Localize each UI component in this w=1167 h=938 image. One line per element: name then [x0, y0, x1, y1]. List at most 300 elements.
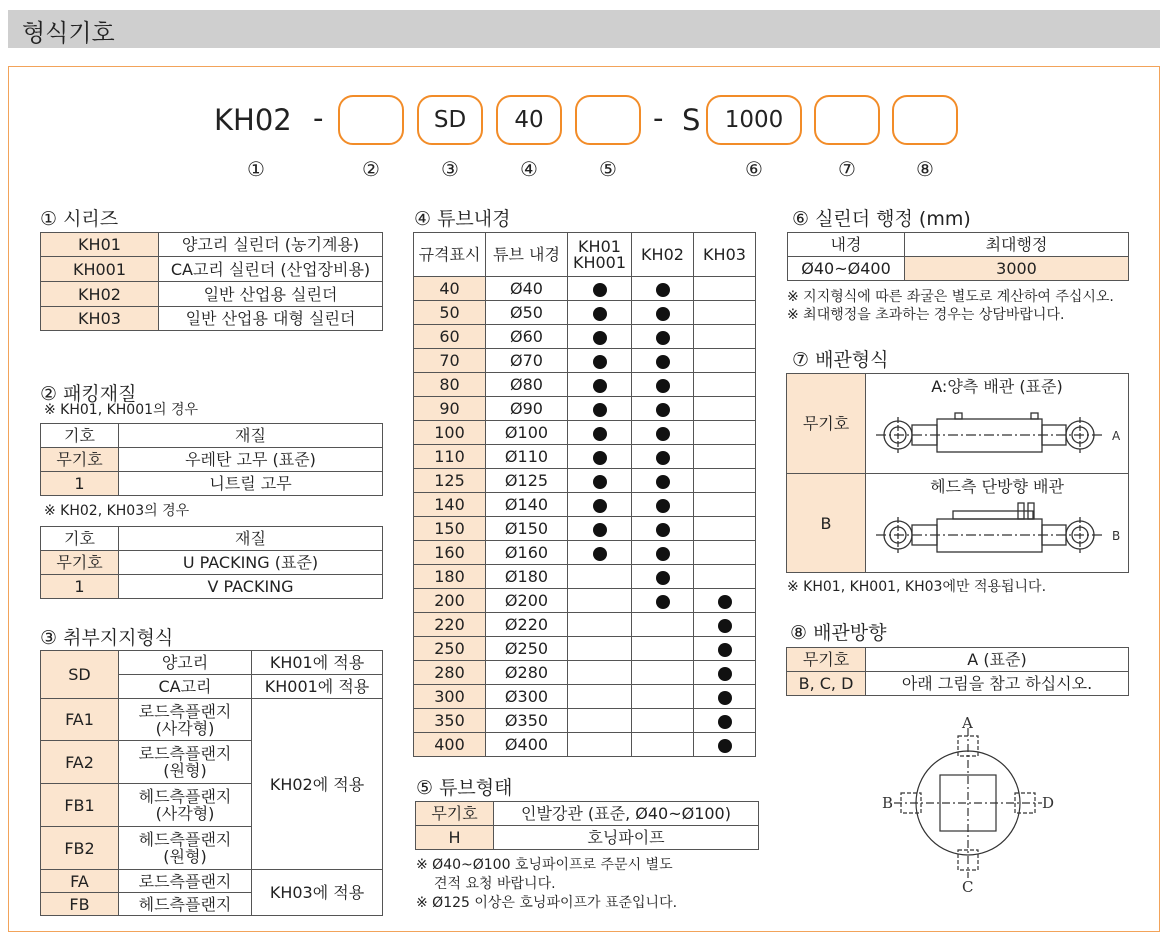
availability-dot [593, 283, 607, 297]
table-row [414, 565, 756, 589]
title-bar [8, 10, 1160, 48]
table-row [41, 257, 383, 282]
mounting-code: FB1 [41, 784, 119, 827]
table-row [41, 699, 383, 741]
column-header: KH02 [632, 233, 694, 277]
packing-material: U PACKING (표준) [119, 551, 383, 575]
mounting-code: FA2 [41, 741, 119, 784]
column-header: 기호 [41, 527, 119, 551]
tube-diameter: Ø125 [486, 469, 568, 493]
table-row [414, 661, 756, 685]
tube-spec: 300 [414, 685, 486, 709]
mounting-desc: CA고리 [119, 675, 252, 699]
mounting-desc-line: (원형) [163, 761, 207, 780]
availability-dot [656, 403, 670, 417]
availability-cell [568, 733, 632, 757]
mounting-desc-line: 로드측플랜지 [138, 744, 232, 763]
availability-dot [593, 355, 607, 369]
availability-cell [632, 373, 694, 397]
tube-type-code: H [416, 826, 494, 850]
piping-code: 무기호 [787, 374, 866, 474]
tube-spec: 180 [414, 565, 486, 589]
table-row [414, 325, 756, 349]
availability-dot [718, 643, 732, 657]
piping-table [786, 373, 1129, 573]
availability-dot [718, 595, 732, 609]
mounting-code: SD [41, 651, 119, 699]
tube-diameter: Ø400 [486, 733, 568, 757]
availability-cell [568, 589, 632, 613]
tube-diameter: Ø50 [486, 301, 568, 325]
availability-cell [568, 469, 632, 493]
packing-code: 무기호 [41, 448, 119, 472]
table-row [416, 826, 759, 850]
tube-spec: 50 [414, 301, 486, 325]
column-header: 재질 [119, 424, 383, 448]
table-row [41, 551, 383, 575]
availability-dot [593, 403, 607, 417]
tube-spec: 40 [414, 277, 486, 301]
table-row [41, 424, 383, 448]
tube-spec: 70 [414, 349, 486, 373]
tube-diameter: Ø300 [486, 685, 568, 709]
tube-spec: 60 [414, 325, 486, 349]
availability-cell [568, 541, 632, 565]
code-box-2 [338, 95, 404, 145]
availability-cell [568, 493, 632, 517]
tube-spec: 125 [414, 469, 486, 493]
availability-cell [632, 349, 694, 373]
packing-title: ② 패킹재질 [40, 383, 137, 405]
availability-cell [632, 613, 694, 637]
series-code: KH01 [41, 233, 159, 257]
availability-dot [656, 379, 670, 393]
series-code: KH02 [41, 282, 159, 307]
tube-type-code: 무기호 [416, 802, 494, 826]
availability-dot [718, 691, 732, 705]
tube-type-table [415, 801, 759, 850]
code-box-3: SD [417, 95, 483, 145]
direction-code: B, C, D [787, 672, 866, 696]
mounting-table [40, 650, 383, 916]
piping-title: ⑦ 배관형식 [792, 349, 889, 371]
mounting-desc-line: (원형) [163, 847, 207, 866]
availability-cell [568, 709, 632, 733]
availability-cell [632, 301, 694, 325]
mounting-desc-line: 헤드측플랜지 [138, 787, 232, 806]
table-row [787, 474, 1129, 573]
availability-dot [593, 331, 607, 345]
availability-cell [568, 517, 632, 541]
tube-diameter: Ø60 [486, 325, 568, 349]
availability-cell [632, 493, 694, 517]
tube-spec: 90 [414, 397, 486, 421]
availability-cell [632, 277, 694, 301]
availability-dot [593, 475, 607, 489]
availability-cell [568, 421, 632, 445]
piping-figure-cell [866, 374, 1129, 474]
availability-cell [694, 709, 756, 733]
direction-table [786, 647, 1129, 696]
availability-cell [694, 493, 756, 517]
cylinder-both-ports-diagram [868, 395, 1126, 469]
tube-spec: 350 [414, 709, 486, 733]
tube-diameter: Ø100 [486, 421, 568, 445]
table-row [414, 637, 756, 661]
table-row [41, 527, 383, 551]
packing-material: 우레탄 고무 (표준) [119, 448, 383, 472]
availability-cell [632, 565, 694, 589]
availability-dot [656, 475, 670, 489]
mounting-code: FB2 [41, 827, 119, 870]
table-row [787, 374, 1129, 474]
table-row [414, 613, 756, 637]
column-header: 최대행정 [905, 233, 1129, 257]
mounting-desc [119, 699, 252, 741]
piping-direction-diagram [870, 708, 1070, 898]
availability-cell [632, 541, 694, 565]
availability-cell [632, 589, 694, 613]
tube-diameter: Ø180 [486, 565, 568, 589]
availability-cell [694, 301, 756, 325]
tube-type-note-1: ※ Ø40~Ø100 호닝파이프로 주문시 별도 [416, 857, 673, 873]
availability-cell [632, 469, 694, 493]
code-number: ⑥ [745, 157, 763, 181]
tube-spec: 220 [414, 613, 486, 637]
code-box-6: 1000 [706, 95, 802, 145]
availability-dot [718, 619, 732, 633]
tube-spec: 400 [414, 733, 486, 757]
availability-cell [568, 301, 632, 325]
tube-spec: 160 [414, 541, 486, 565]
column-header: 규격표시 [414, 233, 486, 277]
series-desc: CA고리 실린더 (산업장비용) [159, 257, 383, 282]
availability-cell [694, 373, 756, 397]
column-header: 튜브 내경 [486, 233, 568, 277]
mounting-apply: KH01에 적용 [252, 651, 383, 675]
availability-cell [568, 637, 632, 661]
table-row [414, 349, 756, 373]
tube-spec: 280 [414, 661, 486, 685]
piping-desc: 헤드측 단방향 배관 [930, 477, 1064, 496]
availability-cell [694, 565, 756, 589]
table-row [414, 589, 756, 613]
availability-dot [656, 595, 670, 609]
direction-code: 무기호 [787, 648, 866, 672]
availability-dot [656, 283, 670, 297]
mounting-code: FB [41, 893, 119, 916]
column-header: 내경 [788, 233, 905, 257]
availability-cell [632, 637, 694, 661]
mounting-desc-line: (사각형) [155, 804, 215, 823]
availability-cell [694, 541, 756, 565]
availability-cell [694, 733, 756, 757]
table-header-row [414, 233, 756, 277]
table-row [414, 517, 756, 541]
availability-cell [694, 277, 756, 301]
table-row [414, 733, 756, 757]
availability-cell [632, 685, 694, 709]
packing-material: 니트릴 고무 [119, 472, 383, 496]
table-row [41, 233, 383, 257]
availability-dot [656, 499, 670, 513]
direction-title: ⑧ 배관방향 [790, 622, 887, 644]
availability-dot [718, 667, 732, 681]
availability-dot [593, 499, 607, 513]
availability-dot [593, 307, 607, 321]
port-label-a: A [1112, 429, 1121, 443]
direction-desc: A (표준) [866, 648, 1129, 672]
piping-desc: A:양측 배관 (표준) [931, 377, 1063, 396]
tube-spec: 100 [414, 421, 486, 445]
availability-cell [694, 637, 756, 661]
mounting-apply: KH02에 적용 [252, 699, 383, 870]
tube-diameter: Ø220 [486, 613, 568, 637]
tube-spec: 110 [414, 445, 486, 469]
series-table [40, 232, 383, 331]
availability-cell [568, 325, 632, 349]
tube-diameter: Ø140 [486, 493, 568, 517]
availability-cell [694, 589, 756, 613]
availability-cell [632, 733, 694, 757]
model-prefix: KH02 [214, 103, 292, 137]
stroke-title: ⑥ 실린더 행정 (mm) [792, 208, 971, 230]
mounting-desc-line: 헤드측플랜지 [138, 830, 232, 849]
table-row [416, 802, 759, 826]
port-label-b: B [1112, 529, 1121, 543]
code-number: ② [362, 157, 380, 181]
tube-type-title: ⑤ 튜브형태 [416, 777, 513, 799]
column-header-line: KH01 [578, 236, 621, 256]
column-header: 재질 [119, 527, 383, 551]
tube-diameter: Ø70 [486, 349, 568, 373]
packing-table-2 [40, 526, 383, 599]
table-row [414, 709, 756, 733]
availability-cell [694, 517, 756, 541]
series-code: KH03 [41, 307, 159, 331]
packing-note-2: ※ KH02, KH03의 경우 [44, 503, 190, 519]
column-header: KH03 [694, 233, 756, 277]
direction-desc: 아래 그림을 참고 하십시오. [866, 672, 1129, 696]
direction-label-a: A [962, 714, 973, 732]
code-box-8 [892, 95, 958, 145]
code-number: ⑧ [916, 157, 934, 181]
availability-dot [718, 739, 732, 753]
table-row [414, 277, 756, 301]
availability-dot [656, 547, 670, 561]
table-row [41, 448, 383, 472]
series-desc: 일반 산업용 실린더 [159, 282, 383, 307]
code-number: ⑤ [599, 157, 617, 181]
availability-cell [568, 661, 632, 685]
mounting-desc [119, 827, 252, 870]
availability-dot [656, 307, 670, 321]
mounting-apply: KH03에 적용 [252, 870, 383, 916]
availability-dot [593, 379, 607, 393]
availability-cell [632, 325, 694, 349]
availability-cell [568, 445, 632, 469]
table-row [788, 233, 1129, 257]
tube-spec: 200 [414, 589, 486, 613]
direction-label-b: B [882, 794, 894, 812]
mounting-apply: KH001에 적용 [252, 675, 383, 699]
availability-cell [632, 397, 694, 421]
column-header [568, 233, 632, 277]
availability-dot [656, 451, 670, 465]
table-row [414, 397, 756, 421]
availability-cell [568, 349, 632, 373]
availability-cell [694, 445, 756, 469]
tube-spec: 250 [414, 637, 486, 661]
availability-cell [694, 325, 756, 349]
mounting-desc [119, 741, 252, 784]
table-row [41, 472, 383, 496]
piping-code: B [787, 474, 866, 573]
stroke-table [787, 232, 1129, 281]
availability-cell [694, 685, 756, 709]
table-row [787, 648, 1129, 672]
piping-figure-cell [866, 474, 1129, 573]
table-row [414, 421, 756, 445]
availability-cell [694, 397, 756, 421]
availability-dot [718, 715, 732, 729]
availability-dot [656, 427, 670, 441]
tube-spec: 150 [414, 517, 486, 541]
code-number: ① [247, 157, 265, 181]
mounting-desc-line: (사각형) [155, 718, 215, 738]
tube-type-desc: 호닝파이프 [494, 826, 759, 850]
tube-diameter: Ø40 [486, 277, 568, 301]
availability-cell [568, 613, 632, 637]
availability-cell [568, 373, 632, 397]
tube-diameter: Ø110 [486, 445, 568, 469]
packing-note-1: ※ KH01, KH001의 경우 [44, 402, 199, 418]
tube-table [413, 232, 756, 757]
availability-cell [632, 421, 694, 445]
availability-dot [656, 331, 670, 345]
tube-diameter: Ø280 [486, 661, 568, 685]
tube-spec: 80 [414, 373, 486, 397]
availability-dot [656, 355, 670, 369]
tube-diameter: Ø200 [486, 589, 568, 613]
code-box-4: 40 [496, 95, 562, 145]
availability-dot [593, 451, 607, 465]
availability-dot [593, 427, 607, 441]
piping-note: ※ KH01, KH001, KH03에만 적용됩니다. [787, 579, 1047, 595]
tube-diameter: Ø150 [486, 517, 568, 541]
availability-cell [632, 445, 694, 469]
availability-cell [568, 685, 632, 709]
series-code: KH001 [41, 257, 159, 282]
packing-table-1 [40, 423, 383, 496]
stroke-max: 3000 [905, 257, 1129, 281]
code-dash: - [653, 101, 664, 135]
availability-cell [694, 421, 756, 445]
availability-cell [694, 613, 756, 637]
table-row [41, 282, 383, 307]
stroke-note-1: ※ 지지형식에 따른 좌굴은 별도로 계산하여 주십시오. [787, 289, 1114, 305]
direction-label-c: C [962, 878, 974, 896]
mounting-desc [119, 784, 252, 827]
availability-cell [568, 277, 632, 301]
table-row [414, 493, 756, 517]
table-row [41, 870, 383, 893]
mounting-desc: 로드측플랜지 [119, 870, 252, 893]
mounting-title: ③ 취부지지형식 [40, 627, 174, 649]
table-row [414, 373, 756, 397]
table-row [787, 672, 1129, 696]
tube-title: ④ 튜브내경 [414, 208, 511, 230]
code-box-5 [575, 95, 641, 145]
series-desc: 일반 산업용 대형 실린더 [159, 307, 383, 331]
stroke-note-2: ※ 최대행정을 초과하는 경우는 상담바랍니다. [787, 307, 1065, 323]
tube-type-desc: 인발강관 (표준, Ø40~Ø100) [494, 802, 759, 826]
availability-cell [632, 517, 694, 541]
tube-diameter: Ø250 [486, 637, 568, 661]
availability-cell [568, 397, 632, 421]
column-header: 기호 [41, 424, 119, 448]
direction-label-d: D [1042, 794, 1055, 812]
tube-diameter: Ø90 [486, 397, 568, 421]
mounting-desc: 헤드측플랜지 [119, 893, 252, 916]
table-row [788, 257, 1129, 281]
code-box-7 [814, 95, 880, 145]
table-row [414, 541, 756, 565]
tube-spec: 140 [414, 493, 486, 517]
availability-cell [568, 565, 632, 589]
mounting-code: FA1 [41, 699, 119, 741]
availability-dot [593, 523, 607, 537]
cylinder-head-port-diagram [868, 495, 1126, 569]
availability-cell [632, 709, 694, 733]
code-dash: - [313, 101, 324, 135]
availability-dot [656, 523, 670, 537]
table-row [41, 575, 383, 599]
code-number: ③ [441, 157, 459, 181]
mounting-desc: 양고리 [119, 651, 252, 675]
availability-cell [694, 661, 756, 685]
availability-cell [694, 349, 756, 373]
table-row [414, 301, 756, 325]
packing-material: V PACKING [119, 575, 383, 599]
code-number: ④ [520, 157, 538, 181]
column-header-line: KH001 [572, 252, 627, 272]
table-row [414, 685, 756, 709]
availability-cell [632, 661, 694, 685]
tube-type-note-1b: 견적 요청 바랍니다. [434, 876, 556, 892]
mounting-code: FA [41, 870, 119, 893]
availability-dot [656, 571, 670, 585]
page-title: 형식기호 [22, 19, 115, 47]
table-row [41, 651, 383, 675]
stroke-bore: Ø40~Ø400 [788, 257, 905, 281]
packing-code: 무기호 [41, 551, 119, 575]
series-desc: 양고리 실린더 (농기계용) [159, 233, 383, 257]
packing-code: 1 [41, 575, 119, 599]
tube-diameter: Ø160 [486, 541, 568, 565]
packing-code: 1 [41, 472, 119, 496]
tube-diameter: Ø80 [486, 373, 568, 397]
table-row [414, 445, 756, 469]
table-row [414, 469, 756, 493]
availability-dot [593, 547, 607, 561]
mounting-desc-line: 로드측플랜지 [138, 701, 232, 721]
series-title: ① 시리즈 [40, 208, 119, 230]
tube-diameter: Ø350 [486, 709, 568, 733]
code-number: ⑦ [838, 157, 856, 181]
code-s-letter: S [682, 103, 701, 137]
table-row [41, 307, 383, 331]
